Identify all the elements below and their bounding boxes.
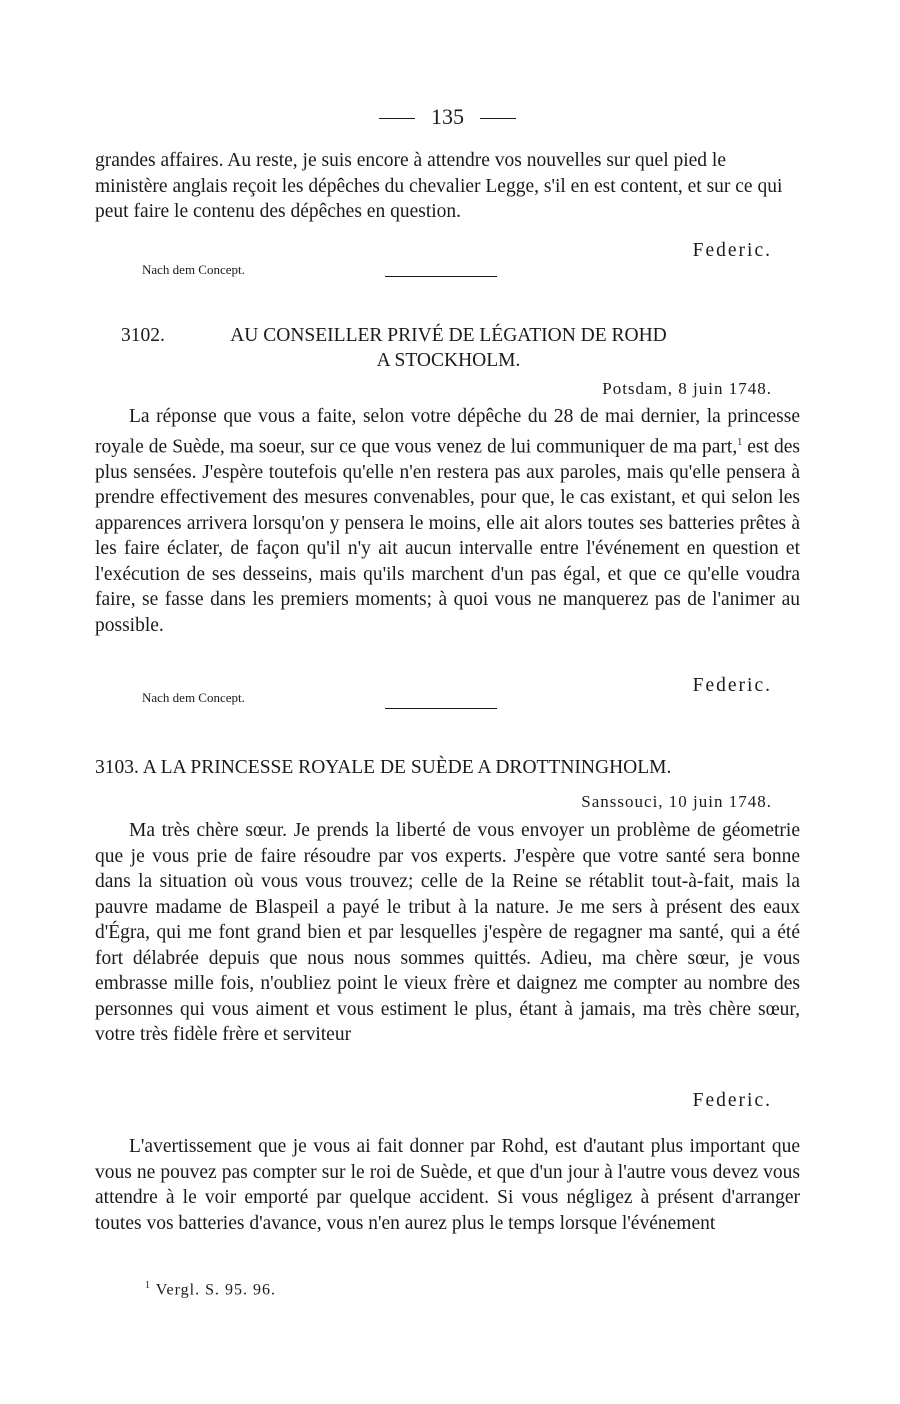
footnote-text: Vergl. S. 95. 96. bbox=[151, 1281, 276, 1299]
source-note-1: Nach dem Concept. bbox=[142, 262, 245, 277]
letter-3102-text bbox=[95, 404, 800, 638]
signature-1: Federic. bbox=[692, 240, 772, 261]
postscript-text: L'avertissement que je vous ai fait donner par Rohd, est d'autant plus important que vous ne pouvez pas compter sur le roi de Suède, et que d'un jour à l'autre vous devez vous attendre à le voir emporté par quelque accident. Si vous négligez à présent d'arranger toutes vos batteries d'avance, vous n'en aurez plus le temps lorsque l'événement bbox=[95, 1136, 800, 1234]
signature-3: Federic. bbox=[692, 1090, 772, 1111]
page-number bbox=[95, 104, 800, 130]
postscript-block bbox=[95, 1134, 800, 1236]
continuation-block bbox=[95, 148, 800, 225]
letter-3102-text-a: La réponse que vous a faite, selon votre dépêche du 28 de mai dernier, la princesse royale de Suède, ma soeur, sur ce que vous venez de lui communiquer de ma part, bbox=[95, 406, 800, 457]
continuation-text: grandes affaires. Au reste, je suis encore à attendre vos nouvelles sur quel pied le ministère anglais reçoit les dépêches du chevalier Legge, s'il en est content, et sur ce qui peut faire le contenu des dépêches en question. bbox=[95, 150, 783, 222]
separator-rule-2 bbox=[385, 708, 497, 709]
letter-3103-place-date: Sanssouci, 10 juin 1748. bbox=[581, 792, 772, 811]
page-number-text: 135 bbox=[431, 104, 464, 129]
letter-3102-text-b: est des plus sensées. J'espère toutefois qu'elle n'en restera pas aux paroles, mais qu'elle pensera à prendre effectivement des mesures convenables, pour que, le cas existant, et qui selon les apparences arrivera lorsqu'on y pensera le moins, elle ait alors toutes ses batteries prêtes à les faire éclater, de façon qu'il n'y ait aucun intervalle entre l'événement en question et l'exécution de ses desseins, mais qu'ils marchent d'un pas égal, et que ce qu'elle voudra faire, se fasse dans les premiers moments; à quoi vous ne manquerez pas de l'animer au possible. bbox=[95, 436, 800, 636]
dash-left bbox=[379, 118, 415, 119]
footnote-ref: 1 bbox=[737, 436, 743, 448]
letter-3103-heading bbox=[95, 755, 800, 780]
letter-3103-number: 3103. bbox=[95, 757, 139, 778]
footnote bbox=[145, 1280, 276, 1299]
letter-3102-title-line1: AU CONSEILLER PRIVÉ DE LÉGATION DE ROHD bbox=[230, 325, 667, 346]
letter-3102-number: 3102. bbox=[121, 325, 165, 346]
dash-right bbox=[480, 118, 516, 119]
letter-3102-place-date: Potsdam, 8 juin 1748. bbox=[602, 379, 772, 398]
letter-3103-title: A LA PRINCESSE ROYALE DE SUÈDE A DROTTNINGHOLM. bbox=[142, 757, 672, 778]
letter-3103-body bbox=[95, 818, 800, 1048]
separator-rule-1 bbox=[385, 276, 497, 277]
footnote-mark: 1 bbox=[145, 1280, 151, 1291]
letter-3102-heading bbox=[121, 323, 776, 373]
letter-3102-body bbox=[95, 404, 800, 638]
letter-3103-text: Ma très chère sœur. Je prends la liberté de vous envoyer un problème de géometrie que je vous prie de faire résoudre par vos experts. J'espère que votre santé sera bonne dans la situation où vous vous trouvez; celle de la Reine se rétablit tout-à-fait, mais la pauvre madame de Blaspeil a payé le tribut à la nature. Je me sers à présent des eaux d'Égra, qui me font grand bien et par lesquelles j'espère de regagner ma santé, qui a été fort délabrée depuis que nous nous sommes quittés. Adieu, ma chère sœur, je vous embrasse mille fois, n'oubliez point le vieux frère et daignez me compter au nombre des personnes qui vous aiment et vous estiment le plus, étant à jamais, ma très chère sœur, votre très fidèle frère et serviteur bbox=[95, 820, 800, 1045]
signature-2: Federic. bbox=[692, 675, 772, 696]
source-note-2: Nach dem Concept. bbox=[142, 690, 245, 705]
letter-3102-title-line2: A STOCKHOLM. bbox=[376, 350, 521, 371]
